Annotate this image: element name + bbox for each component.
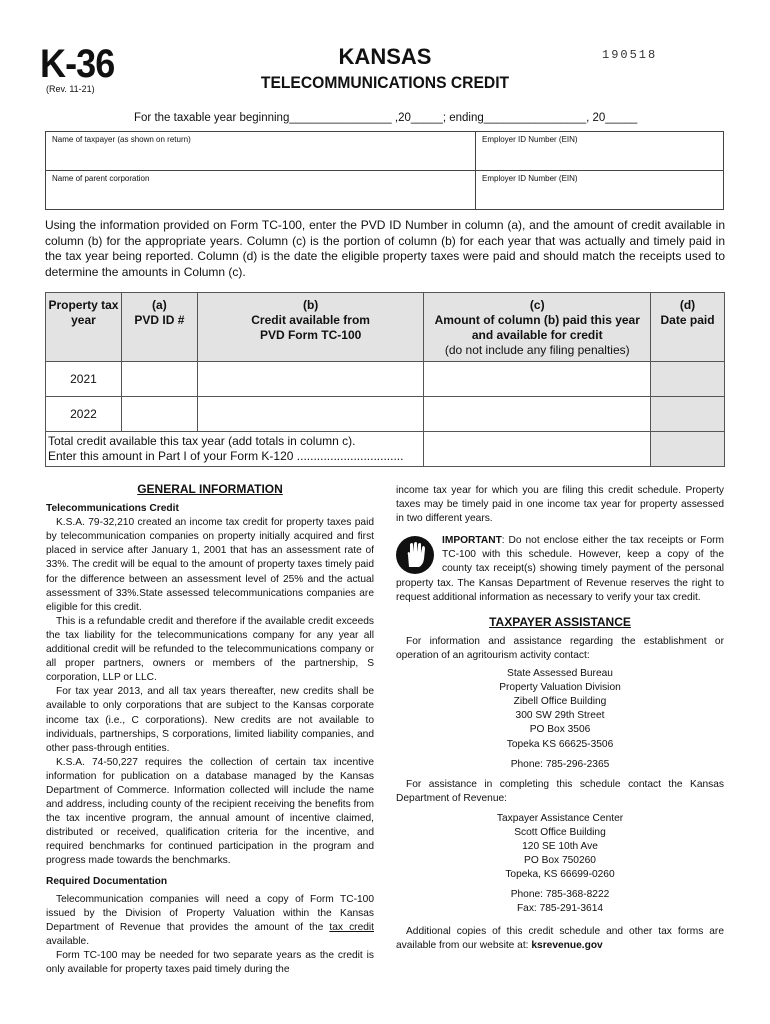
credit-available-2022-input[interactable] bbox=[197, 397, 424, 432]
parent-ein-label: Employer ID Number (EIN) bbox=[482, 174, 578, 183]
kdor-address-block: Taxpayer Assistance Center Scott Office Building 120 SE 10th Ave PO Box 750260 Topeka, KS 66699-0260 Phone: 785-368-8222 Fax: 785-291-3614 bbox=[396, 812, 724, 917]
pvd-phone: Phone: 785-296-2365 bbox=[510, 758, 610, 770]
taxable-year-line[interactable]: For the taxable year beginning________________ ,20_____; ending________________, 20_____ bbox=[134, 112, 638, 124]
important-notice: IMPORTANT: Do not enclose either the tax receipts or Form TC-100 with this schedule. However, keep a copy of the county tax receipt(s) showing timely payment of the personal property tax. The Kansas Department of Revenue reserves the right to request additional information as necessary to verify your tax credit. bbox=[396, 535, 724, 603]
right-column bbox=[396, 484, 724, 953]
required-docs-subheading: Required Documentation bbox=[46, 875, 168, 887]
parent-corp-row bbox=[45, 170, 724, 210]
credit-table bbox=[45, 292, 725, 467]
taxpayer-name-label: Name of taxpayer (as shown on return) bbox=[52, 135, 191, 144]
taxpayer-ein-field[interactable] bbox=[476, 132, 723, 170]
header-property-year: Property tax year bbox=[46, 293, 122, 362]
website-link[interactable]: ksrevenue.gov bbox=[531, 939, 603, 951]
pvd-address-block: State Assessed Bureau Property Valuation Division Zibell Office Building 300 SW 29th Street PO Box 3506 Topeka KS 66625-3506 Phone: 785-296-2365 bbox=[396, 667, 724, 772]
total-credit-input[interactable] bbox=[424, 432, 651, 467]
header-col-d: (d) Date paid bbox=[651, 293, 725, 362]
stop-hand-icon bbox=[396, 536, 434, 574]
parent-corp-field[interactable] bbox=[46, 171, 476, 209]
total-row bbox=[46, 432, 725, 467]
date-paid-2021-input[interactable] bbox=[651, 362, 725, 397]
date-paid-2022-input[interactable] bbox=[651, 397, 725, 432]
total-shaded-cell bbox=[651, 432, 725, 467]
total-label: Total credit available this tax year (add totals in column c). Enter this amount in Part I of your Form K-120 ................................ bbox=[46, 432, 424, 467]
kdor-intro: For assistance in completing this schedule contact the Kansas Department of Revenue: bbox=[396, 778, 724, 804]
header-col-a: (a) PVD ID # bbox=[121, 293, 197, 362]
paragraph-ksa-79: K.S.A. 79-32,210 created an income tax credit for property taxes paid by telecommunication companies on property initially acquired and first placed in service after January 1, 2001 that has an assessment rate of 33%. The credit will be equal to the amount of property taxes timely paid for the difference between an assessment level of 25% and the actual assessment of 33%.State assessed telecommunications companies are eligible for this credit. bbox=[46, 517, 374, 613]
telecom-credit-subheading: Telecommunications Credit bbox=[46, 503, 179, 515]
closing-paragraph: Additional copies of this credit schedule and other tax forms are available from our website at: ksrevenue.gov bbox=[396, 925, 724, 951]
paragraph-ksa-74: K.S.A. 74-50,227 requires the collection of certain tax incentive information for publication on a database managed by the Kansas Department of Commerce. Information collected will include the name and address, including county of the recipient receiving the benefits from the tax incentive program, the annual amount of incentive claimed, distributed or received, qualification criteria for the incentive, and required benchmarks for continued participation in the program and progress made towards the benchmarks. bbox=[46, 756, 374, 867]
row-year-2022: 2022 bbox=[46, 397, 122, 432]
kdor-fax: Fax: 785-291-3614 bbox=[516, 903, 604, 915]
tax-credit-link[interactable]: tax credit bbox=[329, 921, 374, 933]
paragraph-documentation: Telecommunication companies will need a copy of Form TC-100 issued by the Division of Property Valuation within the Kansas Department of Revenue that provides the amount of the tax credit available. bbox=[46, 893, 374, 947]
page-subtitle: TELECOMMUNICATIONS CREDIT bbox=[260, 73, 510, 92]
paragraph-two-years: Form TC-100 may be needed for two separate years as the credit is only available for property taxes paid timely during the bbox=[46, 950, 374, 976]
taxpayer-name-field[interactable] bbox=[46, 132, 476, 170]
header-col-b: (b) Credit available from PVD Form TC-100 bbox=[197, 293, 424, 362]
amount-paid-2022-input[interactable] bbox=[424, 397, 651, 432]
page-title: KANSAS bbox=[338, 44, 432, 69]
paragraph-continued: income tax year for which you are filing this credit schedule. Property taxes may be timely paid in one income tax year for property assessed in two different years. bbox=[396, 485, 724, 525]
general-information-column bbox=[46, 482, 374, 977]
form-code: 190518 bbox=[602, 48, 658, 62]
assistance-intro: For information and assistance regarding the establishment or operation of an agritourism activity contact: bbox=[396, 635, 724, 661]
taxpayer-assistance-heading: TAXPAYER ASSISTANCE bbox=[489, 614, 631, 629]
paragraph-refundable: This is a refundable credit and therefore if the available credit exceeds the tax liability for the telecommunications company for any year all additional credit will be refunded to the telecommunications company or all proper partners, owners or members of the partnership, S corporation, LLP or LLC. bbox=[46, 615, 374, 684]
general-info-heading: GENERAL INFORMATION bbox=[137, 482, 283, 496]
kdor-phone: Phone: 785-368-8222 bbox=[510, 889, 610, 901]
header-col-c: (c) Amount of column (b) paid this year and available for credit (do not include any filing penalties) bbox=[424, 293, 651, 362]
taxpayer-name-row bbox=[45, 131, 724, 171]
parent-corp-label: Name of parent corporation bbox=[52, 174, 150, 183]
revision-date: (Rev. 11-21) bbox=[46, 84, 95, 94]
credit-available-2021-input[interactable] bbox=[197, 362, 424, 397]
amount-paid-2021-input[interactable] bbox=[424, 362, 651, 397]
pvd-id-2021-input[interactable] bbox=[121, 362, 197, 397]
row-year-2021: 2021 bbox=[46, 362, 122, 397]
table-row bbox=[46, 362, 725, 397]
pvd-id-2022-input[interactable] bbox=[121, 397, 197, 432]
parent-ein-field[interactable] bbox=[476, 171, 723, 209]
taxpayer-ein-label: Employer ID Number (EIN) bbox=[482, 135, 578, 144]
table-row bbox=[46, 397, 725, 432]
form-number: K-36 bbox=[40, 42, 115, 86]
table-header-row bbox=[46, 293, 725, 362]
instructions-paragraph: Using the information provided on Form TC-100, enter the PVD ID Number in column (a), and the amount of credit available in column (b) for the appropriate years. Column (c) is the portion of column (b) for each year that was actually and timely paid in the tax year being reported. Column (d) is the date the eligible property taxes were paid and should match the receipts used to determine the amounts in Column (c). bbox=[45, 218, 725, 279]
paragraph-tax-year-2013: For tax year 2013, and all tax years thereafter, new credits shall be available to only corporations that are subject to the Kansas corporate income tax (i.e., C corporations). New credits are not available to individuals, partnerships, S corporations, limited liability companies, and other pass-through entities. bbox=[46, 686, 374, 754]
